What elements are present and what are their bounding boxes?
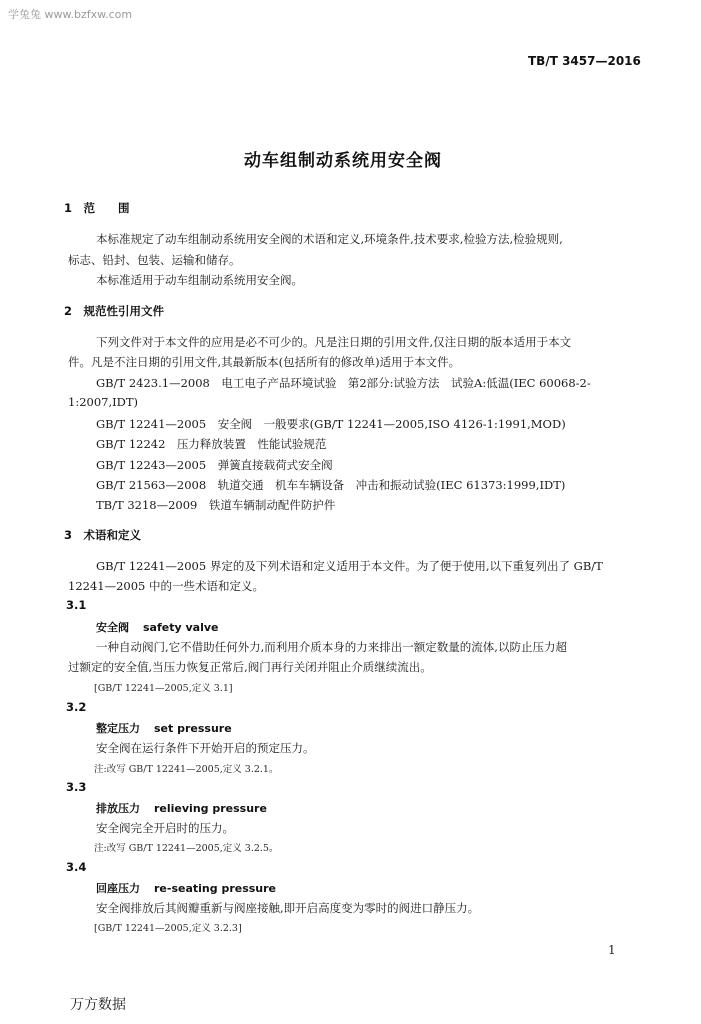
reference-item: GB/T 21563—2008 轨道交通 机车车辆设备 冲击和振动试验(IEC 61373:1999,IDT): [96, 478, 566, 492]
document-title: 动车组制动系统用安全阀: [244, 151, 442, 171]
reference-item: GB/T 12242 压力释放装置 性能试验规范: [96, 437, 327, 451]
term-chinese: 整定压力: [96, 722, 140, 735]
reference-item: GB/T 12243—2005 弹簧直接载荷式安全阀: [96, 458, 333, 472]
term-definition-line-1: 一种自动阀门,它不借助任何外力,而利用介质本身的力来排出一额定数量的流体,以防止压力超: [96, 640, 567, 654]
section-1-para-1-line-2: 标志、铅封、包装、运输和储存。: [68, 253, 241, 267]
term-heading: [96, 619, 218, 635]
watermark: 学兔兔 www.bzfxw.com: [8, 8, 133, 21]
reference-item-continuation: 1:2007,IDT): [68, 395, 139, 409]
term-definition-line-2: 过额定的安全值,当压力恢复正常后,阀门再行关闭并阻止介质继续流出。: [68, 660, 432, 674]
reference-item: GB/T 2423.1—2008 电工电子产品环境试验 第2部分:试验方法 试验A:低温(IEC 60068-2-: [96, 376, 591, 390]
term-chinese: 安全阀: [96, 621, 129, 634]
section-3-intro-line-1: GB/T 12241—2005 界定的及下列术语和定义适用于本文件。为了便于使用,以下重复列出了 GB/T: [96, 559, 603, 573]
term-note: 注:改写 GB/T 12241—2005,定义 3.2.1。: [94, 764, 279, 775]
page-number: 1: [608, 943, 616, 957]
term-number: 3.1: [66, 598, 87, 612]
term-chinese: 排放压力: [96, 802, 140, 815]
term-chinese: 回座压力: [96, 882, 140, 895]
term-definition-line-1: 安全阀在运行条件下开始开启的预定压力。: [96, 741, 315, 755]
term-number: 3.4: [66, 860, 87, 874]
reference-item: GB/T 12241—2005 安全阀 一般要求(GB/T 12241—2005,ISO 4126-1:1991,MOD): [96, 417, 566, 431]
term-number: 3.2: [66, 700, 87, 714]
term-note: 注:改写 GB/T 12241—2005,定义 3.2.5。: [94, 843, 279, 854]
term-english: set pressure: [154, 722, 232, 735]
section-2-intro-line-1: 下列文件对于本文件的应用是必不可少的。凡是注日期的引用文件,仅注日期的版本适用于本文: [96, 335, 572, 349]
term-english: re-seating pressure: [154, 882, 277, 895]
term-definition-line-1: 安全阀排放后其阀瓣重新与阀座接触,即开启高度变为零时的阀进口静压力。: [96, 901, 480, 915]
section-1-heading: 1 范 围: [64, 201, 130, 215]
section-3-intro-line-2: 12241—2005 中的一些术语和定义。: [68, 579, 265, 593]
term-heading: [96, 720, 232, 736]
section-2-intro-line-2: 件。凡是不注日期的引用文件,其最新版本(包括所有的修改单)适用于本文件。: [68, 355, 461, 369]
section-3-heading: 3 术语和定义: [64, 528, 142, 542]
term-source: [GB/T 12241—2005,定义 3.2.3]: [94, 923, 242, 934]
section-1-para-2: 本标准适用于动车组制动系统用安全阀。: [96, 273, 303, 287]
section-2-heading: 2 规范性引用文件: [64, 304, 165, 318]
term-english: safety valve: [143, 621, 219, 634]
standard-number: TB/T 3457—2016: [528, 54, 641, 68]
reference-item: TB/T 3218—2009 铁道车辆制动配件防护件: [96, 498, 336, 512]
term-definition-line-1: 安全阀完全开启时的压力。: [96, 821, 234, 835]
term-english: relieving pressure: [154, 802, 267, 815]
term-heading: [96, 880, 276, 896]
term-number: 3.3: [66, 780, 87, 794]
footer-source: 万方数据: [70, 997, 126, 1013]
term-source: [GB/T 12241—2005,定义 3.1]: [94, 683, 233, 694]
term-heading: [96, 800, 267, 816]
section-1-para-1-line-1: 本标准规定了动车组制动系统用安全阀的术语和定义,环境条件,技术要求,检验方法,检验规则,: [96, 232, 563, 246]
